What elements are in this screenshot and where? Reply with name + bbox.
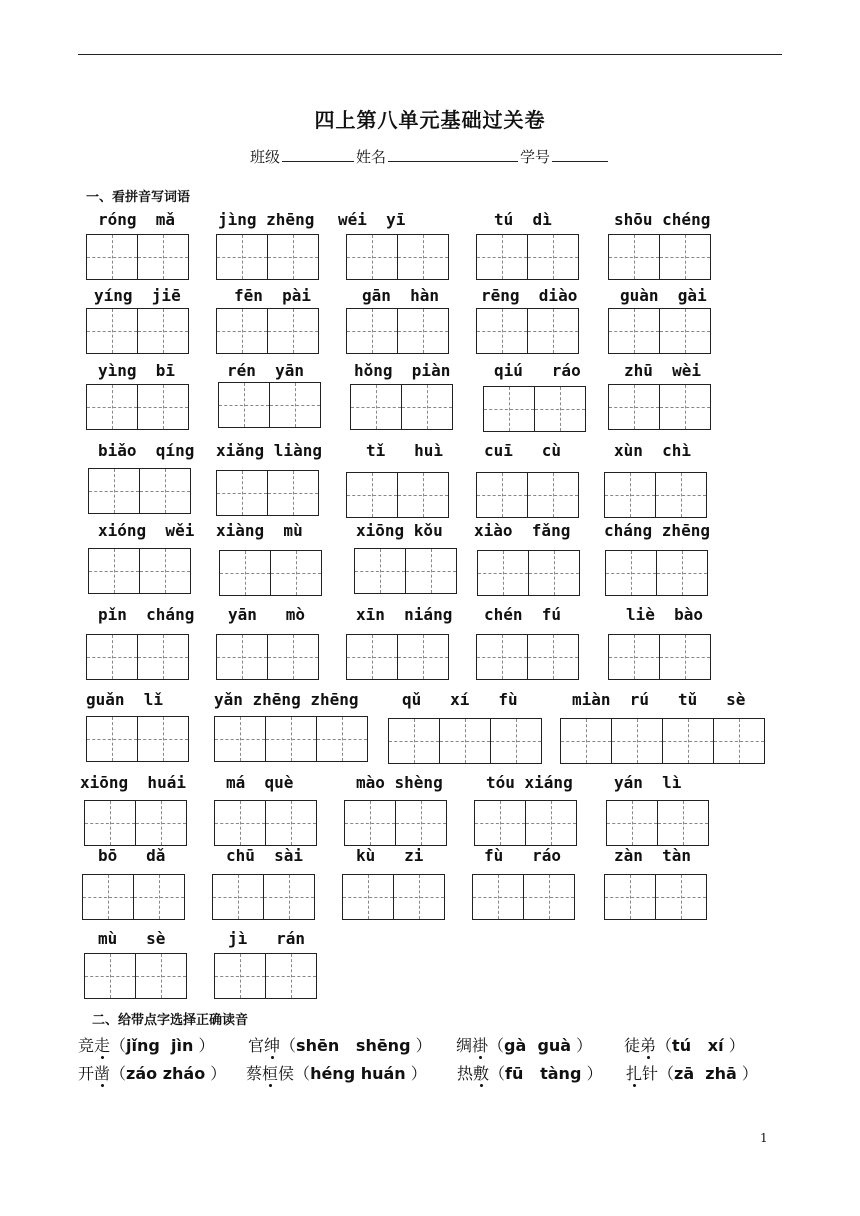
pinyin-prompt: tǐ huì: [366, 441, 444, 460]
open-paren: （: [280, 1036, 297, 1055]
pinyin-prompt: cuī cù: [484, 441, 562, 460]
tian-zi-ge-cell[interactable]: [527, 634, 579, 680]
character-box-group: [477, 550, 579, 596]
pinyin-prompt: xīn niáng: [356, 605, 453, 624]
character-box-group: [476, 634, 578, 680]
tian-zi-ge-cell[interactable]: [528, 550, 580, 596]
pronunciation-item: [78, 1035, 214, 1057]
student-info-line: [0, 146, 860, 167]
pinyin-prompt: bō dǎ: [98, 846, 166, 865]
tian-zi-ge-cell[interactable]: [476, 634, 528, 680]
word-character: 竞: [78, 1036, 95, 1055]
tian-zi-ge-cell[interactable]: [137, 234, 189, 280]
tian-zi-ge-cell[interactable]: [214, 800, 266, 846]
pronunciation-item: [456, 1035, 592, 1057]
character-box-group: [604, 472, 706, 518]
tian-zi-ge-cell[interactable]: [611, 718, 663, 764]
character-box-group: [560, 718, 764, 764]
tian-zi-ge-cell[interactable]: [476, 308, 528, 354]
character-box-group: [84, 953, 186, 999]
pinyin-prompt: liè bào: [626, 605, 704, 624]
tian-zi-ge-cell[interactable]: [135, 800, 187, 846]
tian-zi-ge-cell[interactable]: [265, 953, 317, 999]
pinyin-prompt: má què: [226, 773, 294, 792]
open-paren: （: [488, 1036, 505, 1055]
tian-zi-ge-cell[interactable]: [401, 384, 453, 430]
tian-zi-ge-cell[interactable]: [86, 234, 138, 280]
character-box-group: [354, 548, 456, 594]
pinyin-options[interactable]: záo zháo: [126, 1064, 206, 1083]
pinyin-prompt: xiào fǎng: [474, 521, 571, 540]
close-paren: ）: [205, 1064, 227, 1083]
tian-zi-ge-cell[interactable]: [133, 874, 185, 920]
pinyin-prompt: mù sè: [98, 929, 166, 948]
tian-zi-ge-cell[interactable]: [527, 472, 579, 518]
open-paren: （: [489, 1064, 506, 1083]
open-paren: （: [656, 1036, 673, 1055]
tian-zi-ge-cell[interactable]: [659, 308, 711, 354]
tian-zi-ge-cell[interactable]: [346, 472, 398, 518]
pinyin-prompt: shōu chéng: [614, 210, 711, 229]
tian-zi-ge-cell[interactable]: [474, 800, 526, 846]
tian-zi-ge-cell[interactable]: [137, 384, 189, 430]
tian-zi-ge-cell[interactable]: [214, 716, 266, 762]
tian-zi-ge-cell[interactable]: [270, 550, 322, 596]
character-box-group: [214, 716, 367, 762]
word-character: 侯: [278, 1064, 295, 1083]
dotted-character: 绅: [264, 1036, 281, 1055]
character-box-group: [214, 800, 316, 846]
character-box-group: [608, 634, 710, 680]
tian-zi-ge-cell[interactable]: [523, 874, 575, 920]
character-box-group: [476, 472, 578, 518]
tian-zi-ge-cell[interactable]: [525, 800, 577, 846]
pinyin-prompt: guǎn lǐ: [86, 690, 164, 709]
pinyin-prompt: mào shèng: [356, 773, 443, 792]
character-box-group: [86, 384, 188, 430]
class-label: 班级: [249, 148, 280, 166]
pinyin-prompt: cháng zhēng: [604, 521, 710, 540]
pinyin-prompt: tú dì: [494, 210, 552, 229]
pinyin-prompt: rēng diào: [481, 286, 578, 305]
character-box-group: [212, 874, 314, 920]
pronunciation-item: [624, 1035, 745, 1057]
pinyin-prompt: miàn rú tǔ sè: [572, 690, 746, 709]
tian-zi-ge-cell[interactable]: [659, 384, 711, 430]
tian-zi-ge-cell[interactable]: [267, 308, 319, 354]
character-box-group: [474, 800, 576, 846]
id-label: 学号: [520, 148, 551, 166]
word-character: 蔡: [246, 1064, 263, 1083]
pinyin-prompt: zàn tàn: [614, 846, 692, 865]
tian-zi-ge-cell[interactable]: [405, 548, 457, 594]
character-box-group: [216, 470, 318, 516]
dotted-character: 褂: [472, 1036, 489, 1055]
pinyin-prompt: xiàng mù: [216, 521, 303, 540]
tian-zi-ge-cell[interactable]: [346, 234, 398, 280]
character-box-group: [346, 234, 448, 280]
tian-zi-ge-cell[interactable]: [137, 634, 189, 680]
close-paren: ）: [193, 1036, 215, 1055]
character-box-group: [216, 234, 318, 280]
tian-zi-ge-cell[interactable]: [346, 308, 398, 354]
dotted-character: 桓: [262, 1064, 279, 1083]
tian-zi-ge-cell[interactable]: [216, 308, 268, 354]
character-box-group: [86, 634, 188, 680]
pinyin-prompt: qiú ráo: [494, 361, 581, 380]
tian-zi-ge-cell[interactable]: [265, 716, 317, 762]
character-box-group: [476, 308, 578, 354]
pronunciation-item: [246, 1063, 427, 1085]
tian-zi-ge-cell[interactable]: [137, 308, 189, 354]
character-box-group: [608, 384, 710, 430]
character-box-group: [88, 468, 190, 514]
pronunciation-item: [457, 1063, 603, 1085]
tian-zi-ge-cell[interactable]: [350, 384, 402, 430]
tian-zi-ge-cell[interactable]: [86, 384, 138, 430]
character-box-group: [608, 308, 710, 354]
word-character: 针: [642, 1064, 659, 1083]
tian-zi-ge-cell[interactable]: [212, 874, 264, 920]
tian-zi-ge-cell[interactable]: [483, 386, 535, 432]
character-box-group: [350, 384, 452, 430]
tian-zi-ge-cell[interactable]: [472, 874, 524, 920]
tian-zi-ge-cell[interactable]: [397, 472, 449, 518]
pinyin-prompt: xiǎng liàng: [216, 441, 322, 460]
character-box-group: [346, 308, 448, 354]
tian-zi-ge-cell[interactable]: [86, 308, 138, 354]
tian-zi-ge-cell[interactable]: [218, 382, 270, 428]
dotted-character: 敷: [473, 1064, 490, 1083]
tian-zi-ge-cell[interactable]: [395, 800, 447, 846]
character-box-group: [86, 716, 188, 762]
tian-zi-ge-cell[interactable]: [713, 718, 765, 764]
word-character: 徒: [624, 1036, 641, 1055]
pinyin-prompt: xiōng kǒu: [356, 521, 443, 540]
pinyin-prompt: fù ráo: [484, 846, 562, 865]
tian-zi-ge-cell[interactable]: [606, 800, 658, 846]
pinyin-prompt: yān mò: [228, 605, 306, 624]
tian-zi-ge-cell[interactable]: [354, 548, 406, 594]
tian-zi-ge-cell[interactable]: [82, 874, 134, 920]
pinyin-prompt: xióng wěi: [98, 521, 195, 540]
character-box-group: [606, 800, 708, 846]
pinyin-options[interactable]: héng huán: [310, 1064, 406, 1083]
pinyin-prompt: zhū wèi: [624, 361, 702, 380]
character-box-group: [388, 718, 541, 764]
tian-zi-ge-cell[interactable]: [397, 234, 449, 280]
tian-zi-ge-cell[interactable]: [267, 234, 319, 280]
tian-zi-ge-cell[interactable]: [477, 550, 529, 596]
close-paren: ）: [581, 1064, 603, 1083]
pronunciation-item: [248, 1035, 432, 1057]
close-paren: ）: [571, 1036, 593, 1055]
character-box-group: [346, 634, 448, 680]
open-paren: （: [110, 1064, 127, 1083]
header-rule: [78, 54, 782, 55]
character-box-group: [214, 953, 316, 999]
pinyin-options[interactable]: gà guà: [504, 1036, 572, 1055]
tian-zi-ge-cell[interactable]: [263, 874, 315, 920]
pinyin-prompt: qǔ xí fù: [402, 690, 518, 709]
pinyin-prompt: yán lì: [614, 773, 682, 792]
tian-zi-ge-cell[interactable]: [527, 234, 579, 280]
tian-zi-ge-cell[interactable]: [439, 718, 491, 764]
pinyin-prompt: rén yān: [227, 361, 305, 380]
close-paren: ）: [736, 1064, 758, 1083]
tian-zi-ge-cell[interactable]: [659, 234, 711, 280]
section-2-heading: 二、给带点字选择正确读音: [92, 1013, 249, 1028]
character-box-group: [88, 548, 190, 594]
tian-zi-ge-cell[interactable]: [560, 718, 612, 764]
pinyin-options[interactable]: fū tàng: [505, 1064, 582, 1083]
tian-zi-ge-cell[interactable]: [604, 472, 656, 518]
pinyin-prompt: kù zi: [356, 846, 424, 865]
pinyin-prompt: yǎn zhēng zhēng: [214, 690, 359, 709]
tian-zi-ge-cell[interactable]: [265, 800, 317, 846]
tian-zi-ge-cell[interactable]: [139, 548, 191, 594]
tian-zi-ge-cell[interactable]: [316, 716, 368, 762]
name-blank[interactable]: [388, 146, 518, 162]
tian-zi-ge-cell[interactable]: [137, 716, 189, 762]
tian-zi-ge-cell[interactable]: [388, 718, 440, 764]
character-box-group: [342, 874, 444, 920]
close-paren: ）: [410, 1036, 432, 1055]
tian-zi-ge-cell[interactable]: [393, 874, 445, 920]
open-paren: （: [658, 1064, 675, 1083]
pinyin-prompt: gān hàn: [362, 286, 440, 305]
pinyin-options[interactable]: tú xí: [672, 1036, 724, 1055]
tian-zi-ge-cell[interactable]: [490, 718, 542, 764]
pinyin-prompt: wéi yī: [338, 210, 406, 229]
pronunciation-item: [626, 1063, 758, 1085]
pinyin-prompt: chén fú: [484, 605, 562, 624]
tian-zi-ge-cell[interactable]: [88, 468, 140, 514]
tian-zi-ge-cell[interactable]: [655, 874, 707, 920]
tian-zi-ge-cell[interactable]: [216, 470, 268, 516]
tian-zi-ge-cell[interactable]: [608, 308, 660, 354]
pinyin-prompt: guàn gài: [620, 286, 707, 305]
tian-zi-ge-cell[interactable]: [608, 234, 660, 280]
section-1-heading: 一、看拼音写词语: [86, 190, 191, 205]
tian-zi-ge-cell[interactable]: [139, 468, 191, 514]
character-box-group: [86, 234, 188, 280]
character-box-group: [218, 382, 320, 428]
tian-zi-ge-cell[interactable]: [344, 800, 396, 846]
dotted-character: 凿: [94, 1064, 111, 1083]
open-paren: （: [294, 1064, 311, 1083]
tian-zi-ge-cell[interactable]: [346, 634, 398, 680]
tian-zi-ge-cell[interactable]: [657, 800, 709, 846]
tian-zi-ge-cell[interactable]: [608, 634, 660, 680]
tian-zi-ge-cell[interactable]: [605, 550, 657, 596]
character-box-group: [344, 800, 446, 846]
close-paren: ）: [405, 1064, 427, 1083]
tian-zi-ge-cell[interactable]: [527, 308, 579, 354]
pinyin-prompt: xiōng huái: [80, 773, 186, 792]
pinyin-prompt: chū sài: [226, 846, 304, 865]
pinyin-prompt: jìng zhēng: [218, 210, 315, 229]
pinyin-prompt: pǐn cháng: [98, 605, 195, 624]
pinyin-options[interactable]: jǐng jìn: [126, 1036, 194, 1055]
tian-zi-ge-cell[interactable]: [476, 472, 528, 518]
close-paren: ）: [723, 1036, 745, 1055]
character-box-group: [472, 874, 574, 920]
tian-zi-ge-cell[interactable]: [216, 234, 268, 280]
tian-zi-ge-cell[interactable]: [534, 386, 586, 432]
tian-zi-ge-cell[interactable]: [397, 308, 449, 354]
tian-zi-ge-cell[interactable]: [86, 634, 138, 680]
character-box-group: [608, 234, 710, 280]
character-box-group: [82, 874, 184, 920]
tian-zi-ge-cell[interactable]: [656, 550, 708, 596]
tian-zi-ge-cell[interactable]: [267, 470, 319, 516]
word-character: 热: [457, 1064, 474, 1083]
character-box-group: [216, 308, 318, 354]
tian-zi-ge-cell[interactable]: [267, 634, 319, 680]
tian-zi-ge-cell[interactable]: [476, 234, 528, 280]
tian-zi-ge-cell[interactable]: [88, 548, 140, 594]
tian-zi-ge-cell[interactable]: [84, 953, 136, 999]
tian-zi-ge-cell[interactable]: [342, 874, 394, 920]
pinyin-prompt: jì rán: [228, 929, 306, 948]
pinyin-options[interactable]: shēn shēng: [296, 1036, 411, 1055]
pinyin-options[interactable]: zā zhā: [674, 1064, 737, 1083]
tian-zi-ge-cell[interactable]: [397, 634, 449, 680]
tian-zi-ge-cell[interactable]: [659, 634, 711, 680]
page-number: 1: [760, 1131, 768, 1145]
character-box-group: [476, 234, 578, 280]
dotted-character: 扎: [626, 1064, 643, 1083]
dotted-character: 弟: [640, 1036, 657, 1055]
name-label: 姓名: [355, 148, 386, 166]
tian-zi-ge-cell[interactable]: [84, 800, 136, 846]
tian-zi-ge-cell[interactable]: [608, 384, 660, 430]
pinyin-prompt: tóu xiáng: [486, 773, 573, 792]
character-box-group: [604, 874, 706, 920]
pinyin-prompt: xùn chì: [614, 441, 692, 460]
tian-zi-ge-cell[interactable]: [216, 634, 268, 680]
pinyin-prompt: fēn pài: [234, 286, 312, 305]
class-blank[interactable]: [282, 146, 354, 162]
character-box-group: [483, 386, 585, 432]
character-box-group: [605, 550, 707, 596]
tian-zi-ge-cell[interactable]: [219, 550, 271, 596]
word-character: 开: [78, 1064, 95, 1083]
word-character: 官: [248, 1036, 265, 1055]
character-box-group: [84, 800, 186, 846]
tian-zi-ge-cell[interactable]: [604, 874, 656, 920]
character-box-group: [346, 472, 448, 518]
dotted-character: 走: [94, 1036, 111, 1055]
pinyin-prompt: yìng bī: [98, 361, 176, 380]
open-paren: （: [110, 1036, 127, 1055]
tian-zi-ge-cell[interactable]: [86, 716, 138, 762]
character-box-group: [86, 308, 188, 354]
page-title: 四上第八单元基础过关卷: [314, 108, 546, 132]
tian-zi-ge-cell[interactable]: [269, 382, 321, 428]
pinyin-prompt: yíng jiē: [94, 286, 181, 305]
id-blank[interactable]: [552, 146, 608, 162]
pinyin-prompt: róng mǎ: [98, 210, 176, 229]
tian-zi-ge-cell[interactable]: [662, 718, 714, 764]
character-box-group: [216, 634, 318, 680]
character-box-group: [219, 550, 321, 596]
word-character: 绸: [456, 1036, 473, 1055]
tian-zi-ge-cell[interactable]: [655, 472, 707, 518]
tian-zi-ge-cell[interactable]: [214, 953, 266, 999]
tian-zi-ge-cell[interactable]: [135, 953, 187, 999]
pinyin-prompt: biǎo qíng: [98, 441, 195, 460]
pinyin-prompt: hǒng piàn: [354, 361, 451, 380]
pronunciation-item: [78, 1063, 226, 1085]
